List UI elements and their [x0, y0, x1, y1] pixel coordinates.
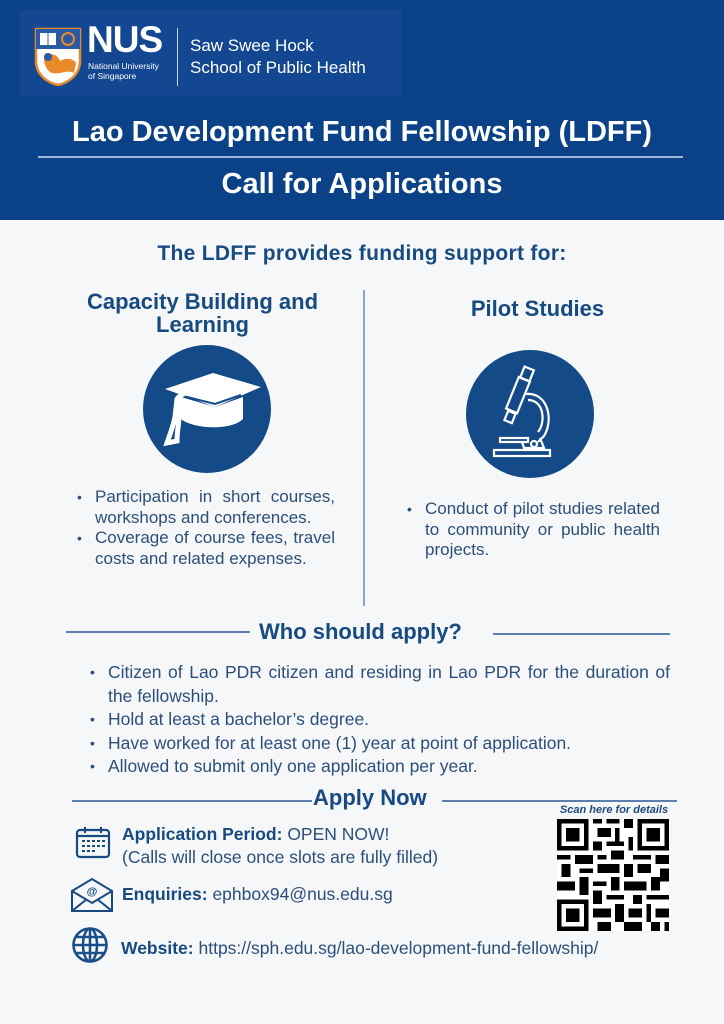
capacity-building-heading: Capacity Building and Learning	[86, 289, 319, 337]
period-status: OPEN NOW!	[287, 824, 390, 844]
list-item: • Coverage of course fees, travel costs and related expenses.	[75, 528, 335, 569]
application-period: Application Period: OPEN NOW! (Calls will close once slots are fully filled)	[122, 824, 439, 867]
section-divider	[442, 800, 677, 802]
header-banner	[0, 0, 724, 220]
pilot-studies-heading: Pilot Studies	[470, 296, 605, 321]
list-item: • Allowed to submit only one application per year.	[88, 755, 670, 779]
envelope-icon	[70, 877, 114, 913]
nus-wordmark: NUS	[87, 19, 163, 60]
capacity-building-list	[75, 487, 335, 569]
pilot-studies-list	[405, 499, 660, 561]
list-item: • Hold at least a bachelor’s degree.	[88, 708, 670, 732]
section-divider	[493, 633, 670, 635]
apply-heading: Apply Now	[313, 785, 427, 810]
funding-lead: The LDFF provides funding support for:	[157, 242, 567, 265]
page-subtitle: Call for Applications	[221, 168, 503, 200]
eligibility-list	[88, 661, 670, 779]
globe-icon	[71, 926, 109, 964]
calendar-icon	[75, 825, 111, 859]
enquiries-email-link[interactable]: ephbox94@nus.edu.sg	[212, 884, 393, 904]
qr-code[interactable]	[557, 819, 669, 931]
period-note: (Calls will close once slots are fully filled)	[122, 847, 439, 867]
nus-crest-icon	[34, 27, 82, 87]
nus-logo	[20, 10, 402, 96]
page-title: Lao Development Fund Fellowship (LDFF)	[72, 116, 652, 148]
nus-subtitle: National University of Singapore	[88, 61, 159, 81]
column-divider	[363, 290, 365, 606]
microscope-icon	[466, 350, 594, 478]
website: Website: https://sph.edu.sg/lao-development-fund-fellowship/	[121, 938, 599, 958]
qr-caption: Scan here for details	[559, 804, 669, 816]
svg-text:@: @	[86, 886, 98, 898]
eligibility-heading: Who should apply?	[259, 619, 462, 644]
school-name: Saw Swee Hock School of Public Health	[190, 36, 366, 77]
graduation-cap-icon	[143, 345, 271, 473]
title-divider	[38, 156, 683, 158]
list-item: • Conduct of pilot studies related to community or public health projects.	[405, 499, 660, 561]
website-link[interactable]: https://sph.edu.sg/lao-development-fund-fellowship/	[198, 938, 599, 958]
list-item: • Citizen of Lao PDR citizen and residing in Lao PDR for the duration of the fellowship.	[88, 661, 670, 708]
enquiries: Enquiries: ephbox94@nus.edu.sg	[122, 884, 393, 904]
section-divider	[72, 800, 312, 802]
section-divider	[66, 631, 250, 633]
list-item: • Participation in short courses, workshops and conferences.	[75, 487, 335, 528]
logo-divider	[177, 28, 178, 86]
list-item: • Have worked for at least one (1) year at point of application.	[88, 732, 670, 756]
